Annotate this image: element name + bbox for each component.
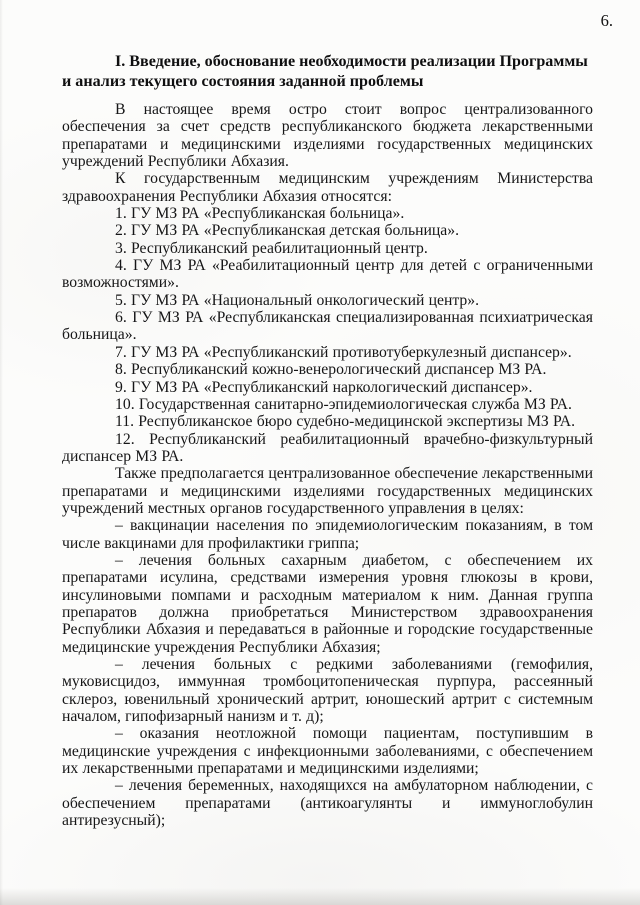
document-content [62,52,593,829]
goal-item-vaccination: – вакцинации населения по эпидемиологическим показаниям, в том числе вакцинами для профилактики гриппа; [62,517,593,552]
numbered-item-3: 3. Республиканский реабилитационный центр. [115,239,428,257]
numbered-item-6: 6. ГУ МЗ РА «Республиканская специализированная психиатрическая больница». [62,309,593,344]
numbered-item-1: 1. ГУ МЗ РА «Республиканская больница». [115,205,405,223]
list-intro-paragraph: К государственным медицинским учреждениям Министерства здравоохранения Республики Абхазия относятся: [62,170,593,205]
section-heading-line-2: и анализ текущего состояния заданной проблемы [62,73,424,90]
scan-edge-shadow-left [0,0,3,905]
scan-shadow-bottom [0,888,640,905]
section-heading [62,52,593,92]
intro-paragraph: В настоящее время остро стоит вопрос централизованного обеспечения за счет средств республиканского бюджета лекарственными препаратами и медицинскими изделиями государственных медицинских учреждений Республики Абхазия. [62,101,593,171]
goal-item-diabetes: – лечения больных сахарным диабетом, с обеспечением их препаратами исулина, средствами измерения уровня глюкозы в крови, инсулиновыми помпами и расходным материалом к ним. Данная группа препаратов должна приобретаться Министерством здравоохранения Республики Абхазия и передаваться в районные и городские государственные медицинские учреждения Республики Абхазия; [62,551,593,656]
numbered-item-12: 12. Республиканский реабилитационный врачебно-физкультурный диспансер МЗ РА. [62,430,593,465]
body-text [62,101,593,829]
section-heading-line-1: I. Введение, обоснование необходимости реализации Программы [115,53,588,70]
numbered-item-10: 10. Государственная санитарно-эпидемиологическая служба МЗ РА. [115,395,572,413]
numbered-item-7: 7. ГУ МЗ РА «Республиканский противотуберкулезный диспансер». [115,343,572,361]
numbered-item-2: 2. ГУ МЗ РА «Республиканская детская больница». [115,222,460,240]
page-number: 6. [600,11,613,30]
numbered-item-8: 8. Республиканский кожно-венерологический диспансер МЗ РА. [115,361,547,379]
numbered-item-5: 5. ГУ МЗ РА «Национальный онкологический центр». [115,291,480,309]
goal-item-pregnant-care: – лечения беременных, находящихся на амбулаторном наблюдении, с обеспечением препаратами (антикоагулянты и иммуноглобулин антирезусный); [62,777,593,830]
numbered-item-9: 9. ГУ МЗ РА «Республиканский наркологический диспансер». [115,378,533,396]
goal-item-emergency-care: – оказания неотложной помощи пациентам, поступившим в медицинские учреждения с инфекционными заболеваниями, с обеспечением их лекарственными препаратами и медицинскими изделиями; [62,725,593,778]
goals-intro-paragraph: Также предполагается централизованное обеспечение лекарственными препаратами и медицинскими изделиями государственных медицинских учреждений местных органов государственного управления в целях: [62,465,593,517]
numbered-item-4: 4. ГУ МЗ РА «Реабилитационный центр для детей с ограниченными возможностями». [62,257,593,292]
numbered-item-11: 11. Республиканское бюро судебно-медицинской экспертизы МЗ РА. [115,413,575,431]
goal-item-rare-diseases: – лечения больных с редкими заболеваниями (гемофилия, муковисцидоз, иммунная тромбоцитопеническая пурпура, рассеянный склероз, ювенильный хронический артрит, юношеский артрит с системным началом, гипофизарный нанизм и т. д); [62,656,593,726]
